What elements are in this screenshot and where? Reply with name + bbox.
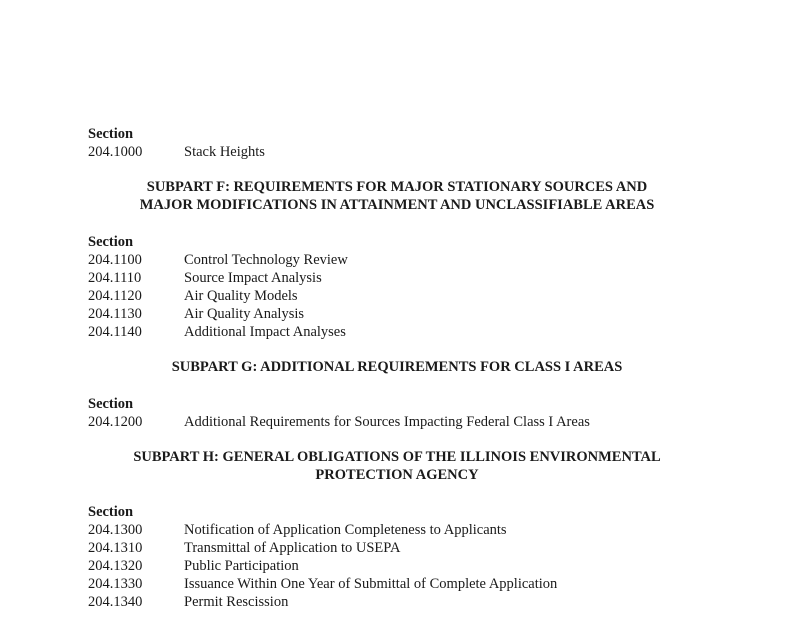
- section-number: 204.1000: [88, 144, 143, 160]
- section-row: [88, 557, 728, 575]
- section-row: [88, 323, 728, 341]
- section-number: 204.1130: [88, 306, 142, 322]
- subpart-g-heading: [88, 358, 706, 376]
- section-number: 204.1110: [88, 270, 142, 286]
- section-title: Transmittal of Application to USEPA: [184, 540, 401, 556]
- section-list-subpart-h: [88, 503, 728, 611]
- section-label: Section: [88, 396, 134, 412]
- section-title: Notification of Application Completeness to Applicants: [184, 522, 507, 538]
- section-title: Air Quality Models: [184, 288, 298, 304]
- section-title: Issuance Within One Year of Submittal of Complete Application: [184, 576, 558, 592]
- section-label: Section: [88, 504, 134, 520]
- heading-line: SUBPART F: REQUIREMENTS FOR MAJOR STATIONARY SOURCES AND: [146, 179, 648, 195]
- section-title: Additional Requirements for Sources Impacting Federal Class I Areas: [184, 414, 590, 430]
- section-title: Additional Impact Analyses: [184, 324, 346, 340]
- section-title: Air Quality Analysis: [184, 306, 305, 322]
- heading-line: PROTECTION AGENCY: [315, 467, 479, 483]
- subpart-f-heading: [88, 178, 706, 214]
- section-number: 204.1330: [88, 576, 143, 592]
- section-list-subpart-f: [88, 233, 728, 341]
- section-row: [88, 521, 728, 539]
- section-label: Section: [88, 234, 134, 250]
- heading-line: SUBPART G: ADDITIONAL REQUIREMENTS FOR CLASS I AREAS: [171, 359, 623, 375]
- section-title: Public Participation: [184, 558, 299, 574]
- section-number: 204.1200: [88, 414, 143, 430]
- section-number: 204.1140: [88, 324, 142, 340]
- section-title: Source Impact Analysis: [184, 270, 322, 286]
- section-row: [88, 269, 728, 287]
- subpart-h-heading: [88, 448, 706, 484]
- section-number: 204.1120: [88, 288, 142, 304]
- section-list-stack-heights: [88, 125, 728, 161]
- section-number: 204.1320: [88, 558, 143, 574]
- heading-line: SUBPART H: GENERAL OBLIGATIONS OF THE ILLINOIS ENVIRONMENTAL: [133, 449, 661, 465]
- section-row: [88, 575, 728, 593]
- section-number: 204.1100: [88, 252, 142, 268]
- section-row: [88, 305, 728, 323]
- section-row: [88, 143, 728, 161]
- section-row: [88, 287, 728, 305]
- section-number: 204.1340: [88, 594, 143, 610]
- section-title: Control Technology Review: [184, 252, 348, 268]
- section-title: Stack Heights: [184, 144, 265, 160]
- section-row: [88, 413, 728, 431]
- section-title: Permit Rescission: [184, 594, 289, 610]
- section-label: Section: [88, 126, 134, 142]
- heading-line: MAJOR MODIFICATIONS IN ATTAINMENT AND UNCLASSIFIABLE AREAS: [139, 197, 655, 213]
- section-row: [88, 539, 728, 557]
- section-list-subpart-g: [88, 395, 728, 431]
- section-row: [88, 593, 728, 611]
- section-number: 204.1300: [88, 522, 143, 538]
- section-row: [88, 251, 728, 269]
- section-number: 204.1310: [88, 540, 143, 556]
